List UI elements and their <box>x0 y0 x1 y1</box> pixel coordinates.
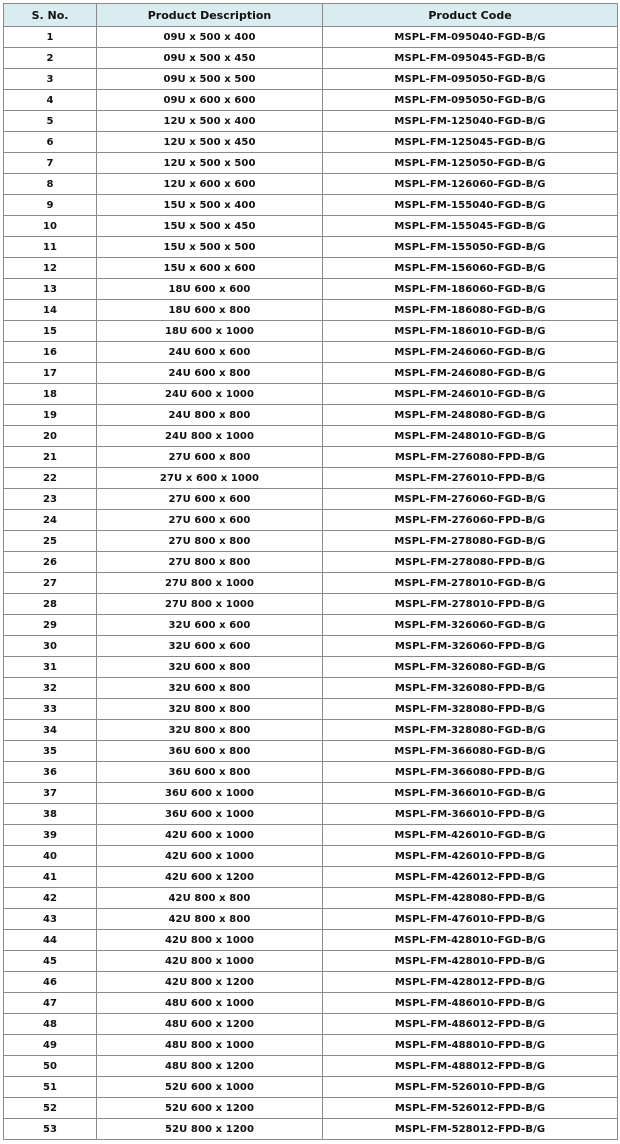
cell-description: 48U 600 x 1200 <box>97 1014 323 1035</box>
cell-sno: 38 <box>4 804 97 825</box>
cell-code: MSPL-FM-426012-FPD-B/G <box>323 867 618 888</box>
cell-code: MSPL-FM-276010-FPD-B/G <box>323 468 618 489</box>
cell-description: 48U 800 x 1200 <box>97 1056 323 1077</box>
table-row <box>4 846 618 867</box>
cell-description: 42U 800 x 1000 <box>97 951 323 972</box>
table-row <box>4 27 618 48</box>
cell-description: 12U x 500 x 400 <box>97 111 323 132</box>
cell-description: 15U x 500 x 450 <box>97 216 323 237</box>
cell-description: 12U x 600 x 600 <box>97 174 323 195</box>
cell-sno: 14 <box>4 300 97 321</box>
table-row <box>4 321 618 342</box>
table-header <box>4 4 618 27</box>
cell-sno: 27 <box>4 573 97 594</box>
cell-description: 27U 800 x 800 <box>97 552 323 573</box>
table-row <box>4 153 618 174</box>
cell-sno: 2 <box>4 48 97 69</box>
cell-code: MSPL-FM-155050-FGD-B/G <box>323 237 618 258</box>
cell-sno: 22 <box>4 468 97 489</box>
cell-code: MSPL-FM-476010-FPD-B/G <box>323 909 618 930</box>
cell-sno: 26 <box>4 552 97 573</box>
cell-description: 24U 600 x 1000 <box>97 384 323 405</box>
column-header-description: Product Description <box>97 4 323 27</box>
cell-sno: 39 <box>4 825 97 846</box>
table-row <box>4 804 618 825</box>
table-row <box>4 552 618 573</box>
table-row <box>4 426 618 447</box>
cell-code: MSPL-FM-328080-FGD-B/G <box>323 720 618 741</box>
cell-code: MSPL-FM-278010-FGD-B/G <box>323 573 618 594</box>
cell-description: 32U 600 x 600 <box>97 636 323 657</box>
cell-sno: 23 <box>4 489 97 510</box>
table-body <box>4 27 618 1140</box>
cell-code: MSPL-FM-246060-FGD-B/G <box>323 342 618 363</box>
cell-sno: 48 <box>4 1014 97 1035</box>
cell-sno: 7 <box>4 153 97 174</box>
cell-sno: 9 <box>4 195 97 216</box>
cell-description: 15U x 500 x 400 <box>97 195 323 216</box>
cell-code: MSPL-FM-248010-FGD-B/G <box>323 426 618 447</box>
cell-code: MSPL-FM-366080-FGD-B/G <box>323 741 618 762</box>
table-row <box>4 363 618 384</box>
cell-description: 18U 600 x 1000 <box>97 321 323 342</box>
table-row <box>4 762 618 783</box>
table-row <box>4 300 618 321</box>
table-row <box>4 951 618 972</box>
table-row <box>4 1035 618 1056</box>
cell-sno: 20 <box>4 426 97 447</box>
cell-description: 36U 600 x 800 <box>97 762 323 783</box>
table-row <box>4 657 618 678</box>
cell-code: MSPL-FM-276060-FGD-B/G <box>323 489 618 510</box>
cell-sno: 1 <box>4 27 97 48</box>
cell-description: 18U 600 x 600 <box>97 279 323 300</box>
cell-description: 27U 600 x 600 <box>97 510 323 531</box>
cell-code: MSPL-FM-125040-FGD-B/G <box>323 111 618 132</box>
table-row <box>4 195 618 216</box>
cell-code: MSPL-FM-186010-FGD-B/G <box>323 321 618 342</box>
cell-sno: 43 <box>4 909 97 930</box>
cell-code: MSPL-FM-486010-FPD-B/G <box>323 993 618 1014</box>
cell-sno: 37 <box>4 783 97 804</box>
table-row <box>4 90 618 111</box>
table-row <box>4 972 618 993</box>
table-row <box>4 678 618 699</box>
cell-sno: 51 <box>4 1077 97 1098</box>
table-row <box>4 1098 618 1119</box>
cell-code: MSPL-FM-488012-FPD-B/G <box>323 1056 618 1077</box>
table-row <box>4 888 618 909</box>
cell-code: MSPL-FM-276060-FPD-B/G <box>323 510 618 531</box>
cell-description: 52U 600 x 1000 <box>97 1077 323 1098</box>
table-row <box>4 69 618 90</box>
cell-description: 32U 600 x 800 <box>97 657 323 678</box>
cell-sno: 45 <box>4 951 97 972</box>
cell-sno: 25 <box>4 531 97 552</box>
cell-description: 52U 600 x 1200 <box>97 1098 323 1119</box>
cell-code: MSPL-FM-428012-FPD-B/G <box>323 972 618 993</box>
cell-sno: 28 <box>4 594 97 615</box>
cell-description: 32U 800 x 800 <box>97 720 323 741</box>
cell-sno: 34 <box>4 720 97 741</box>
header-row <box>4 4 618 27</box>
cell-description: 09U x 500 x 450 <box>97 48 323 69</box>
cell-sno: 46 <box>4 972 97 993</box>
cell-description: 27U 600 x 800 <box>97 447 323 468</box>
cell-code: MSPL-FM-278080-FPD-B/G <box>323 552 618 573</box>
cell-sno: 32 <box>4 678 97 699</box>
cell-code: MSPL-FM-276080-FPD-B/G <box>323 447 618 468</box>
cell-sno: 31 <box>4 657 97 678</box>
cell-sno: 4 <box>4 90 97 111</box>
table-row <box>4 825 618 846</box>
cell-sno: 29 <box>4 615 97 636</box>
cell-code: MSPL-FM-095050-FGD-B/G <box>323 69 618 90</box>
table-row <box>4 510 618 531</box>
table-row <box>4 258 618 279</box>
table-row <box>4 867 618 888</box>
cell-code: MSPL-FM-426010-FGD-B/G <box>323 825 618 846</box>
table-row <box>4 111 618 132</box>
cell-code: MSPL-FM-186080-FGD-B/G <box>323 300 618 321</box>
cell-description: 24U 600 x 800 <box>97 363 323 384</box>
cell-sno: 21 <box>4 447 97 468</box>
cell-description: 42U 800 x 800 <box>97 888 323 909</box>
cell-sno: 49 <box>4 1035 97 1056</box>
cell-sno: 16 <box>4 342 97 363</box>
cell-sno: 12 <box>4 258 97 279</box>
table-row <box>4 468 618 489</box>
cell-code: MSPL-FM-155040-FGD-B/G <box>323 195 618 216</box>
cell-sno: 15 <box>4 321 97 342</box>
cell-code: MSPL-FM-125050-FGD-B/G <box>323 153 618 174</box>
cell-code: MSPL-FM-095050-FGD-B/G <box>323 90 618 111</box>
cell-sno: 40 <box>4 846 97 867</box>
cell-code: MSPL-FM-428010-FPD-B/G <box>323 951 618 972</box>
cell-description: 12U x 500 x 500 <box>97 153 323 174</box>
cell-description: 42U 600 x 1200 <box>97 867 323 888</box>
table-row <box>4 909 618 930</box>
table-row <box>4 615 618 636</box>
table-row <box>4 699 618 720</box>
cell-description: 15U x 500 x 500 <box>97 237 323 258</box>
cell-description: 09U x 600 x 600 <box>97 90 323 111</box>
cell-sno: 44 <box>4 930 97 951</box>
table-row <box>4 132 618 153</box>
cell-description: 36U 600 x 800 <box>97 741 323 762</box>
column-header-code: Product Code <box>323 4 618 27</box>
cell-sno: 53 <box>4 1119 97 1140</box>
cell-sno: 11 <box>4 237 97 258</box>
cell-sno: 47 <box>4 993 97 1014</box>
table-row <box>4 237 618 258</box>
cell-code: MSPL-FM-246010-FGD-B/G <box>323 384 618 405</box>
cell-description: 32U 600 x 600 <box>97 615 323 636</box>
cell-sno: 19 <box>4 405 97 426</box>
cell-sno: 8 <box>4 174 97 195</box>
table-row <box>4 930 618 951</box>
cell-code: MSPL-FM-526010-FPD-B/G <box>323 1077 618 1098</box>
cell-sno: 30 <box>4 636 97 657</box>
table-row <box>4 1056 618 1077</box>
table-row <box>4 573 618 594</box>
cell-code: MSPL-FM-326080-FGD-B/G <box>323 657 618 678</box>
cell-sno: 3 <box>4 69 97 90</box>
cell-code: MSPL-FM-125045-FGD-B/G <box>323 132 618 153</box>
cell-code: MSPL-FM-186060-FGD-B/G <box>323 279 618 300</box>
cell-sno: 50 <box>4 1056 97 1077</box>
cell-sno: 5 <box>4 111 97 132</box>
table-row <box>4 48 618 69</box>
table-row <box>4 342 618 363</box>
cell-sno: 13 <box>4 279 97 300</box>
cell-code: MSPL-FM-528012-FPD-B/G <box>323 1119 618 1140</box>
table-row <box>4 174 618 195</box>
table-row <box>4 783 618 804</box>
cell-sno: 36 <box>4 762 97 783</box>
table-row <box>4 447 618 468</box>
cell-sno: 10 <box>4 216 97 237</box>
table-row <box>4 489 618 510</box>
cell-sno: 35 <box>4 741 97 762</box>
cell-description: 48U 600 x 1000 <box>97 993 323 1014</box>
cell-description: 42U 600 x 1000 <box>97 825 323 846</box>
cell-sno: 42 <box>4 888 97 909</box>
cell-description: 12U x 500 x 450 <box>97 132 323 153</box>
cell-description: 24U 800 x 1000 <box>97 426 323 447</box>
cell-code: MSPL-FM-328080-FPD-B/G <box>323 699 618 720</box>
cell-sno: 33 <box>4 699 97 720</box>
table-row <box>4 279 618 300</box>
cell-description: 15U x 600 x 600 <box>97 258 323 279</box>
cell-code: MSPL-FM-156060-FGD-B/G <box>323 258 618 279</box>
cell-code: MSPL-FM-366010-FGD-B/G <box>323 783 618 804</box>
cell-code: MSPL-FM-126060-FGD-B/G <box>323 174 618 195</box>
cell-code: MSPL-FM-248080-FGD-B/G <box>323 405 618 426</box>
cell-description: 42U 800 x 800 <box>97 909 323 930</box>
cell-code: MSPL-FM-426010-FPD-B/G <box>323 846 618 867</box>
product-table <box>3 3 618 1140</box>
cell-code: MSPL-FM-428010-FGD-B/G <box>323 930 618 951</box>
table-row <box>4 1119 618 1140</box>
cell-description: 42U 800 x 1000 <box>97 930 323 951</box>
table-row <box>4 720 618 741</box>
cell-description: 27U 600 x 600 <box>97 489 323 510</box>
cell-code: MSPL-FM-428080-FPD-B/G <box>323 888 618 909</box>
cell-description: 09U x 500 x 500 <box>97 69 323 90</box>
cell-code: MSPL-FM-326060-FPD-B/G <box>323 636 618 657</box>
cell-description: 32U 800 x 800 <box>97 699 323 720</box>
cell-code: MSPL-FM-095045-FGD-B/G <box>323 48 618 69</box>
cell-sno: 6 <box>4 132 97 153</box>
cell-description: 42U 800 x 1200 <box>97 972 323 993</box>
cell-description: 36U 600 x 1000 <box>97 804 323 825</box>
cell-description: 48U 800 x 1000 <box>97 1035 323 1056</box>
cell-code: MSPL-FM-366010-FPD-B/G <box>323 804 618 825</box>
cell-sno: 41 <box>4 867 97 888</box>
cell-description: 24U 600 x 600 <box>97 342 323 363</box>
cell-description: 32U 600 x 800 <box>97 678 323 699</box>
cell-code: MSPL-FM-526012-FPD-B/G <box>323 1098 618 1119</box>
cell-description: 42U 600 x 1000 <box>97 846 323 867</box>
cell-sno: 18 <box>4 384 97 405</box>
cell-code: MSPL-FM-095040-FGD-B/G <box>323 27 618 48</box>
cell-code: MSPL-FM-246080-FGD-B/G <box>323 363 618 384</box>
cell-description: 52U 800 x 1200 <box>97 1119 323 1140</box>
table-row <box>4 405 618 426</box>
table-row <box>4 636 618 657</box>
cell-description: 24U 800 x 800 <box>97 405 323 426</box>
table-row <box>4 741 618 762</box>
cell-code: MSPL-FM-486012-FPD-B/G <box>323 1014 618 1035</box>
table-row <box>4 1014 618 1035</box>
cell-sno: 24 <box>4 510 97 531</box>
table-row <box>4 531 618 552</box>
table-row <box>4 384 618 405</box>
table-row <box>4 993 618 1014</box>
cell-description: 27U 800 x 1000 <box>97 594 323 615</box>
cell-code: MSPL-FM-488010-FPD-B/G <box>323 1035 618 1056</box>
cell-code: MSPL-FM-366080-FPD-B/G <box>323 762 618 783</box>
cell-sno: 17 <box>4 363 97 384</box>
cell-sno: 52 <box>4 1098 97 1119</box>
cell-code: MSPL-FM-326060-FGD-B/G <box>323 615 618 636</box>
cell-description: 27U 800 x 1000 <box>97 573 323 594</box>
cell-code: MSPL-FM-326080-FPD-B/G <box>323 678 618 699</box>
table-row <box>4 594 618 615</box>
cell-description: 09U x 500 x 400 <box>97 27 323 48</box>
cell-code: MSPL-FM-278010-FPD-B/G <box>323 594 618 615</box>
cell-description: 27U 800 x 800 <box>97 531 323 552</box>
table-row <box>4 216 618 237</box>
cell-code: MSPL-FM-155045-FGD-B/G <box>323 216 618 237</box>
column-header-sno: S. No. <box>4 4 97 27</box>
table-row <box>4 1077 618 1098</box>
cell-description: 27U x 600 x 1000 <box>97 468 323 489</box>
cell-code: MSPL-FM-278080-FGD-B/G <box>323 531 618 552</box>
cell-description: 18U 600 x 800 <box>97 300 323 321</box>
cell-description: 36U 600 x 1000 <box>97 783 323 804</box>
